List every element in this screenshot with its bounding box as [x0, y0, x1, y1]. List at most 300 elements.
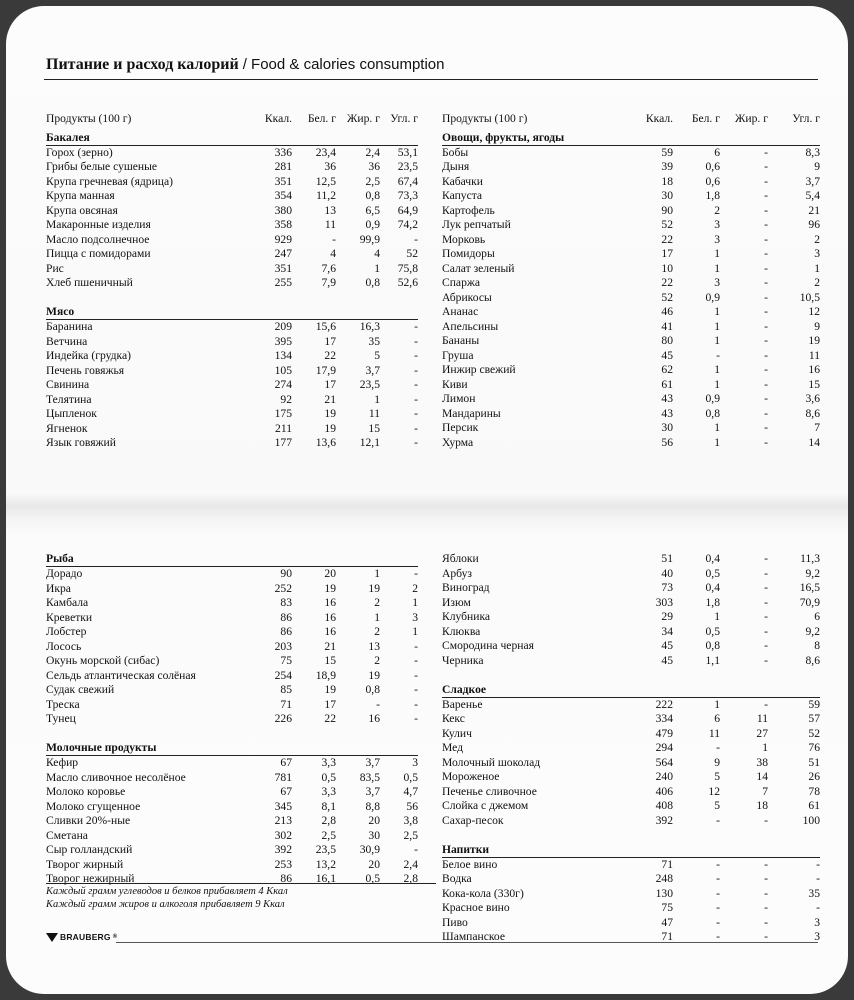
- carbs-value: 10,5: [799, 290, 820, 304]
- header-product: Продукты (100 г): [46, 112, 132, 125]
- notes-divider: [46, 883, 436, 884]
- protein-value: -: [332, 232, 336, 246]
- table-row: [46, 829, 418, 844]
- fat-value: 5: [374, 349, 380, 362]
- header-protein: Бел. г: [691, 112, 720, 125]
- fat-value: 8,8: [365, 799, 380, 813]
- kcal-value: 59: [661, 145, 673, 159]
- table-header: [442, 112, 820, 127]
- product-name: Грибы белые сушеные: [46, 160, 158, 173]
- protein-value: 13: [324, 203, 336, 217]
- header-product: Продукты (100 г): [442, 112, 528, 125]
- table-row: [442, 770, 820, 785]
- planner-page: [6, 6, 848, 994]
- table-row: [442, 378, 820, 393]
- kcal-value: 40: [661, 566, 673, 580]
- product-name: Апельсины: [442, 319, 499, 333]
- fat-value: -: [764, 857, 768, 871]
- product-name: Сыр голландский: [46, 843, 133, 856]
- protein-value: 17: [324, 334, 336, 348]
- kcal-value: 56: [661, 435, 673, 449]
- product-name: Печень говяжья: [46, 363, 125, 377]
- product-name: Икра: [46, 581, 71, 595]
- fat-value: 3,7: [365, 756, 380, 769]
- fat-value: -: [764, 653, 768, 667]
- fat-value: 19: [368, 668, 380, 682]
- carbs-value: -: [414, 843, 418, 856]
- kcal-value: 253: [274, 857, 292, 871]
- fat-value: 30,9: [359, 843, 380, 856]
- protein-value: 0,6: [705, 174, 720, 188]
- carbs-value: 3: [814, 247, 820, 260]
- protein-value: -: [716, 872, 720, 885]
- table-row: [442, 334, 820, 349]
- fat-value: -: [764, 261, 768, 275]
- kcal-value: 392: [274, 843, 292, 856]
- kcal-value: 52: [661, 218, 673, 231]
- carbs-value: -: [414, 392, 418, 406]
- table-row: [442, 887, 820, 902]
- protein-value: 1: [714, 377, 720, 391]
- table-row: [442, 392, 820, 407]
- fat-value: -: [764, 276, 768, 289]
- kcal-value: 22: [661, 232, 673, 246]
- carbs-value: 9: [814, 160, 820, 173]
- fat-value: 2: [374, 596, 380, 609]
- carbs-value: 53,1: [397, 145, 418, 159]
- kcal-value: 358: [274, 218, 292, 231]
- product-name: Мороженое: [442, 770, 500, 783]
- carbs-value: 2,4: [403, 857, 418, 871]
- table-row: [46, 712, 418, 727]
- carbs-value: 23,5: [397, 160, 418, 173]
- carbs-value: 57: [808, 712, 820, 725]
- fat-value: -: [764, 813, 768, 827]
- protein-value: -: [716, 930, 720, 943]
- table-row: [46, 785, 418, 800]
- table-row: [442, 349, 820, 364]
- protein-value: 22: [324, 349, 336, 362]
- product-name: Слойка с джемом: [442, 799, 529, 812]
- carbs-value: 1: [412, 625, 418, 638]
- fat-value: 99,9: [359, 232, 380, 246]
- carbs-value: 96: [808, 218, 820, 231]
- kcal-value: 294: [655, 741, 673, 754]
- kcal-value: 71: [280, 697, 292, 711]
- carbs-value: -: [414, 683, 418, 696]
- carbs-value: 19: [808, 334, 820, 347]
- table-row: [46, 625, 418, 640]
- carbs-value: 73,3: [397, 189, 418, 202]
- table-row: [442, 247, 820, 262]
- product-name: Шампанское: [442, 930, 506, 943]
- protein-value: 12,5: [315, 174, 336, 188]
- product-name: Крупа манная: [46, 189, 115, 202]
- table-row: [46, 335, 418, 350]
- kcal-value: 18: [661, 174, 673, 188]
- kcal-value: 83: [280, 596, 292, 609]
- table-row: [46, 204, 418, 219]
- header-protein: Бел. г: [307, 112, 336, 125]
- product-name: Треска: [46, 697, 80, 711]
- kcal-value: 354: [274, 189, 292, 202]
- carbs-value: 3,6: [805, 392, 820, 405]
- product-name: Окунь морской (сибас): [46, 654, 160, 667]
- kcal-value: 61: [661, 377, 673, 391]
- protein-value: 13,2: [315, 857, 336, 871]
- table-row: [442, 262, 820, 277]
- kcal-value: 255: [274, 276, 292, 289]
- table-row: [442, 567, 820, 582]
- protein-value: 19: [324, 683, 336, 696]
- fat-value: 35: [368, 334, 380, 348]
- kcal-value: 564: [655, 755, 673, 769]
- fat-value: -: [764, 552, 768, 565]
- carbs-value: -: [816, 901, 820, 914]
- carbs-value: 100: [802, 813, 820, 827]
- product-name: Телятина: [46, 392, 92, 406]
- product-name: Масло подсолнечное: [46, 232, 150, 246]
- kcal-value: 929: [274, 232, 292, 246]
- fat-value: -: [764, 406, 768, 420]
- carbs-value: 67,4: [397, 174, 418, 188]
- product-name: Ветчина: [46, 334, 88, 348]
- table-row: [46, 407, 418, 422]
- brand-logo: [46, 932, 117, 942]
- carbs-value: 3: [814, 930, 820, 943]
- note-carbs-protein: Каждый грамм углеводов и белков прибавляет 4 Ккал: [46, 886, 288, 897]
- fat-value: 2,4: [365, 145, 380, 159]
- section-heading: Мясо: [46, 305, 418, 320]
- carbs-value: 8,6: [805, 406, 820, 420]
- protein-value: 3: [714, 276, 720, 289]
- carbs-value: 5,4: [805, 189, 820, 202]
- kcal-value: 781: [274, 770, 292, 784]
- product-name: Рис: [46, 261, 64, 275]
- header-kcal: Ккал.: [645, 112, 673, 125]
- table-row: [442, 305, 820, 320]
- kcal-value: 75: [661, 901, 673, 914]
- carbs-value: 3: [412, 610, 418, 624]
- carbs-value: 3,8: [403, 814, 418, 827]
- protein-value: 1: [714, 697, 720, 711]
- fat-value: -: [764, 145, 768, 159]
- table-row: [46, 436, 418, 451]
- protein-value: 6: [714, 145, 720, 159]
- header-kcal: Ккал.: [264, 112, 292, 125]
- protein-value: 7,6: [321, 261, 336, 275]
- carbs-value: 78: [808, 784, 820, 798]
- protein-value: -: [716, 901, 720, 914]
- table-row: [46, 582, 418, 597]
- product-name: Молоко сгущенное: [46, 799, 141, 813]
- carbs-value: -: [414, 232, 418, 246]
- protein-value: 17: [324, 378, 336, 391]
- kcal-value: 254: [274, 668, 292, 682]
- protein-value: 1,1: [705, 653, 720, 667]
- product-name: Крупа овсяная: [46, 203, 118, 217]
- protein-value: 9: [714, 755, 720, 769]
- carbs-value: 61: [808, 799, 820, 812]
- protein-value: 0,8: [705, 639, 720, 652]
- protein-value: 0,9: [705, 392, 720, 405]
- section-gap: [442, 668, 820, 683]
- carbs-value: -: [414, 668, 418, 682]
- protein-value: 15,6: [315, 320, 336, 333]
- table-row: [442, 160, 820, 175]
- kcal-value: 45: [661, 348, 673, 362]
- protein-value: 11: [324, 218, 336, 231]
- table-row: [46, 814, 418, 829]
- header-carbs: Угл. г: [390, 112, 418, 125]
- protein-value: 16: [324, 610, 336, 624]
- header-fat: Жир. г: [347, 112, 380, 125]
- kcal-value: 392: [655, 813, 673, 827]
- product-name: Лобстер: [46, 625, 87, 638]
- product-name: Баранина: [46, 320, 93, 333]
- protein-value: 1: [714, 319, 720, 333]
- note-fat-alcohol: Каждый грамм жиров и алкоголя прибавляет 9 Ккал: [46, 898, 285, 910]
- fat-value: 1: [374, 610, 380, 624]
- carbs-value: -: [414, 697, 418, 711]
- kcal-value: 10: [661, 261, 673, 275]
- kcal-value: 336: [274, 145, 292, 159]
- table-row: [46, 640, 418, 655]
- protein-value: 5: [714, 799, 720, 812]
- kcal-value: 211: [275, 421, 292, 435]
- protein-value: -: [716, 857, 720, 871]
- product-name: Капуста: [442, 189, 483, 202]
- carbs-value: 2: [412, 581, 418, 595]
- kcal-value: 226: [274, 712, 292, 725]
- calorie-notes: [46, 886, 288, 911]
- table-row: [442, 175, 820, 190]
- table-row: [46, 233, 418, 248]
- table-row: [442, 814, 820, 829]
- table-row: [442, 698, 820, 713]
- carbs-value: 74,2: [397, 218, 418, 231]
- table-row: [46, 320, 418, 335]
- carbs-value: -: [414, 654, 418, 667]
- brand-name: BRAUBERG: [60, 932, 111, 942]
- product-name: Камбала: [46, 596, 89, 609]
- kcal-value: 247: [274, 247, 292, 260]
- product-name: Ананас: [442, 305, 479, 318]
- product-name: Кабачки: [442, 174, 483, 188]
- fat-value: 0,8: [365, 189, 380, 202]
- kcal-value: 240: [655, 770, 673, 783]
- page-title: [46, 56, 445, 74]
- fat-value: -: [764, 319, 768, 333]
- carbs-value: 52,6: [397, 276, 418, 289]
- protein-value: -: [716, 886, 720, 900]
- kcal-value: 479: [655, 726, 673, 740]
- carbs-value: 3: [814, 915, 820, 929]
- table-row: [442, 654, 820, 669]
- table-row: [442, 901, 820, 916]
- product-name: Мандарины: [442, 406, 501, 420]
- carbs-value: 8,3: [805, 145, 820, 159]
- fat-value: -: [764, 886, 768, 900]
- protein-value: 19: [324, 581, 336, 595]
- kcal-value: 134: [274, 349, 292, 362]
- table-row: [442, 218, 820, 233]
- fat-value: 6,5: [365, 203, 380, 217]
- protein-value: 17,9: [315, 363, 336, 377]
- fat-value: -: [764, 290, 768, 304]
- table-row: [46, 175, 418, 190]
- protein-value: -: [716, 348, 720, 362]
- table-row: [46, 843, 418, 858]
- fat-value: 19: [368, 581, 380, 595]
- carbs-value: 7: [814, 421, 820, 434]
- fat-value: 4: [374, 247, 380, 260]
- fat-value: -: [764, 160, 768, 173]
- fat-value: 20: [368, 857, 380, 871]
- fat-value: 13: [368, 639, 380, 653]
- product-name: Свинина: [46, 378, 90, 391]
- kcal-value: 80: [661, 334, 673, 347]
- kcal-value: 281: [274, 160, 292, 173]
- product-name: Печенье сливочное: [442, 784, 537, 798]
- product-name: Смородина черная: [442, 639, 534, 652]
- product-name: Черника: [442, 653, 484, 667]
- fat-value: -: [764, 610, 768, 623]
- carbs-value: 35: [808, 886, 820, 900]
- table-row: [442, 799, 820, 814]
- protein-value: 1: [714, 334, 720, 347]
- carbs-value: 64,9: [397, 203, 418, 217]
- section-heading: Молочные продукты: [46, 741, 418, 756]
- protein-value: 2,8: [321, 814, 336, 827]
- product-name: Клюква: [442, 624, 481, 638]
- product-name: Лук репчатый: [442, 218, 511, 231]
- fat-value: 0,5: [365, 872, 380, 885]
- fat-value: -: [764, 624, 768, 638]
- kcal-value: 43: [661, 406, 673, 420]
- kcal-value: 17: [661, 247, 673, 260]
- carbs-value: -: [414, 407, 418, 420]
- kcal-value: 395: [274, 334, 292, 348]
- table-header: [46, 112, 418, 127]
- table-row: [442, 552, 820, 567]
- kcal-value: 39: [661, 160, 673, 173]
- carbs-value: 2,5: [403, 828, 418, 842]
- protein-value: 23,4: [315, 145, 336, 159]
- product-name: Салат зеленый: [442, 261, 515, 275]
- protein-value: -: [716, 741, 720, 754]
- table-row: [46, 654, 418, 669]
- brauberg-logo-icon: [46, 933, 58, 942]
- protein-value: 18,9: [315, 668, 336, 682]
- kcal-value: 52: [661, 290, 673, 304]
- carbs-value: 76: [808, 741, 820, 754]
- product-name: Инжир свежий: [442, 363, 516, 376]
- kcal-value: 41: [661, 319, 673, 333]
- fat-value: 12,1: [359, 436, 380, 449]
- kcal-value: 334: [655, 712, 673, 725]
- protein-value: 1: [714, 363, 720, 376]
- carbs-value: 9,2: [805, 624, 820, 638]
- table-row: [442, 407, 820, 422]
- table-row: [442, 146, 820, 161]
- protein-value: 8,1: [321, 799, 336, 813]
- table-row: [442, 916, 820, 931]
- fat-value: 38: [756, 755, 768, 769]
- kcal-value: 105: [274, 363, 292, 377]
- kcal-value: 213: [274, 814, 292, 827]
- table-row: [442, 872, 820, 887]
- title-ru: Питание и расход калорий: [46, 56, 239, 73]
- section-gap: [46, 291, 418, 306]
- kcal-value: 302: [274, 828, 292, 842]
- kcal-value: 67: [280, 785, 292, 798]
- carbs-value: 1: [814, 261, 820, 275]
- carbs-value: 6: [814, 610, 820, 623]
- fat-value: -: [764, 334, 768, 347]
- table-row: [46, 349, 418, 364]
- protein-value: 1: [714, 435, 720, 449]
- table-row: [442, 276, 820, 291]
- product-name: Кулич: [442, 726, 472, 740]
- kcal-value: 408: [655, 799, 673, 812]
- protein-value: 0,4: [705, 581, 720, 594]
- product-name: Груша: [442, 348, 474, 362]
- protein-value: 0,5: [705, 624, 720, 638]
- protein-value: 21: [324, 639, 336, 653]
- product-name: Горох (зерно): [46, 145, 113, 159]
- kcal-value: 209: [274, 320, 292, 333]
- product-name: Дыня: [442, 160, 470, 173]
- product-name: Макаронные изделия: [46, 218, 151, 231]
- fat-value: -: [764, 218, 768, 231]
- fat-value: -: [764, 639, 768, 652]
- fat-value: -: [764, 232, 768, 246]
- carbs-value: 3: [412, 756, 418, 769]
- header-fat: Жир. г: [735, 112, 768, 125]
- protein-value: 0,5: [321, 770, 336, 784]
- product-name: Тунец: [46, 712, 76, 725]
- section-gap: [442, 828, 820, 843]
- protein-value: 19: [324, 407, 336, 420]
- kcal-value: 75: [280, 654, 292, 667]
- carbs-value: -: [414, 436, 418, 449]
- fat-value: 15: [368, 421, 380, 435]
- carbs-value: 0,5: [403, 770, 418, 784]
- fat-value: 14: [756, 770, 768, 783]
- protein-value: 0,6: [705, 160, 720, 173]
- carbs-value: -: [414, 378, 418, 391]
- product-name: Пицца с помидорами: [46, 247, 151, 260]
- kcal-value: 47: [661, 915, 673, 929]
- carbs-value: 56: [406, 799, 418, 813]
- product-name: Арбуз: [442, 566, 473, 580]
- right-bottom-table: [442, 552, 820, 945]
- carbs-value: 12: [808, 305, 820, 318]
- table-row: [442, 741, 820, 756]
- kcal-value: 86: [280, 610, 292, 624]
- carbs-value: 21: [808, 203, 820, 217]
- carbs-value: 8,6: [805, 653, 820, 667]
- product-name: Картофель: [442, 203, 495, 217]
- fat-value: -: [764, 581, 768, 594]
- fat-value: 36: [368, 160, 380, 173]
- table-row: [46, 669, 418, 684]
- kcal-value: 43: [661, 392, 673, 405]
- kcal-value: 45: [661, 639, 673, 652]
- section-heading: Сладкое: [442, 683, 820, 698]
- carbs-value: -: [414, 712, 418, 725]
